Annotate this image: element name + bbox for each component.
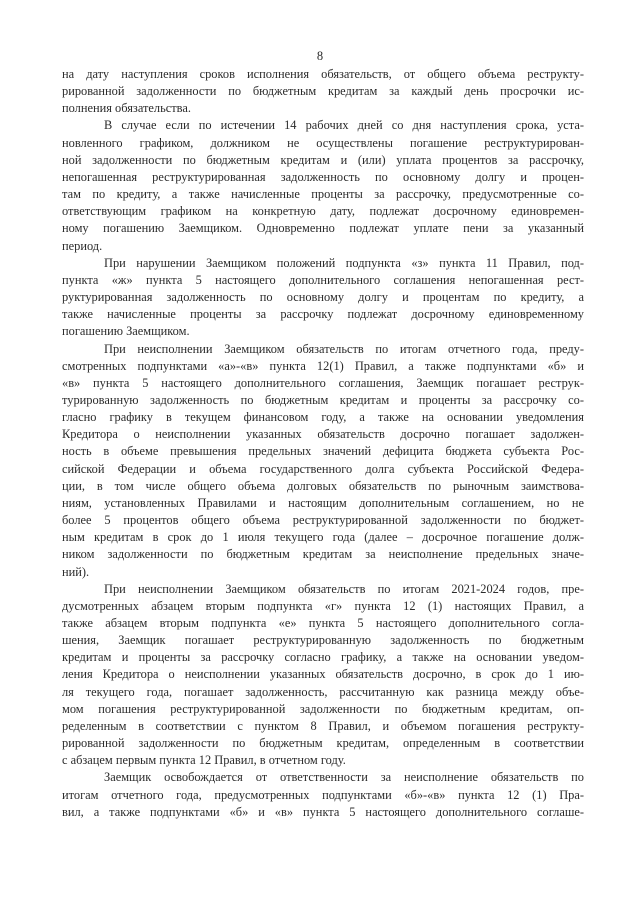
text-line: период. (62, 238, 103, 253)
text-line: погашению Заемщиком. (62, 324, 190, 339)
text-line: При нарушении Заемщиком положений подпункта «з» пункта 11 Правил, под- (104, 255, 584, 270)
text-line: пункта «ж» пункта 5 настоящего дополнительного соглашения непогашенная рест- (62, 272, 584, 287)
text-line: непогашенная реструктурированная задолженность по основному долгу и процен- (62, 169, 584, 184)
text-line: также начисленные проценты за рассрочку подлежат досрочному единовременному (62, 307, 584, 322)
text-line: При неисполнении Заемщиком обязательств по итогам отчетного года, преду- (104, 341, 584, 356)
text-line: с абзацем первым пункта 12 Правил, в отчетном году. (62, 753, 346, 768)
text-line: рированной задолженности по бюджетным кредитам, определенным в соответствии (62, 736, 584, 751)
text-line: Заемщик освобождается от ответственности за неисполнение обязательств по (104, 770, 584, 785)
text-line: ределенным в соответствии с пунктом 8 Правил, и объемом погашения реструкту- (62, 718, 584, 733)
text-line: смотренных подпунктами «а»-«в» пункта 12(1) Правил, а также подпунктами «б» и (62, 358, 584, 373)
text-line: ным кредитам в срок до 1 июля текущего года (далее – досрочное погашение долж- (62, 530, 584, 545)
page-number: 8 (316, 49, 324, 63)
text-line: более 5 процентов общего объема реструктурированной задолженности по бюджет- (62, 513, 584, 528)
text-line: ции, в том числе общего объема долговых обязательств по рыночным заимствова- (62, 478, 584, 493)
paragraph-5 (62, 581, 584, 770)
paragraph-4 (62, 341, 584, 581)
text-line: В случае если по истечении 14 рабочих дней со дня наступления срока, уста- (104, 118, 584, 133)
text-line: дусмотренных абзацем вторым подпункта «г» пункта 12 (1) настоящих Правил, а (62, 598, 584, 613)
document-body (62, 66, 584, 821)
text-line: шения, Заемщик погашает реструктурированную задолженность по бюджетным (62, 633, 584, 648)
text-line: итогам отчетного года, предусмотренных подпунктами «б»-«в» пункта 12 (1) Пра- (62, 787, 584, 802)
text-line: новленного графиком, должником не осуществлены погашение реструктурирован- (62, 135, 584, 150)
text-line: ответствующим графиком на конкретную дату, подлежат досрочному единовремен- (62, 204, 584, 219)
text-line: ления Кредитора о неисполнении указанных обязательств досрочно, в срок до 1 ию- (62, 667, 584, 682)
paragraph-6 (62, 769, 584, 820)
text-line: рированной задолженности по бюджетным кредитам за каждый день просрочки ис- (62, 84, 584, 99)
text-line: ником задолженности по бюджетным кредитам за неисполнение предельных значе- (62, 547, 584, 562)
text-line: вил, а также подпунктами «б» и «в» пункта 5 настоящего дополнительного соглаше- (62, 804, 584, 819)
text-line: гласно графику в текущем финансовом году, а также на основании уведомления (62, 410, 584, 425)
text-line: на дату наступления сроков исполнения обязательств, от общего объема реструкту- (62, 67, 584, 81)
text-line: ниям, установленных Правилами и настоящим дополнительным соглашением, но не (62, 495, 584, 510)
text-line: турированную задолженность по бюджетным кредитам и проценты за рассрочку со- (62, 392, 584, 407)
text-line: ной задолженности по бюджетным кредитам и (или) уплата процентов за рассрочку, (62, 152, 584, 167)
text-line: полнения обязательства. (62, 101, 191, 116)
text-line: Кредитора о неисполнении указанных обязательств досрочно погашает задолжен- (62, 427, 584, 442)
text-line: ность в объеме превышения предельных значений дефицита бюджета субъекта Рос- (62, 444, 584, 459)
text-line: также абзацем вторым подпункта «е» пункта 5 настоящего дополнительного согла- (62, 616, 584, 630)
text-line: При неисполнении Заемщиком обязательств по итогам 2021-2024 годов, пре- (104, 581, 584, 596)
text-line: там по кредиту, а также начисленные проценты за рассрочку, предусмотренные со- (62, 187, 584, 202)
text-line: ний). (62, 564, 90, 579)
text-line: сийской Федерации и объема государственного долга субъекта Российской Федера- (62, 461, 584, 476)
text-line: ному погашению Заемщиком. Одновременно подлежат уплате пени за указанный (62, 221, 584, 236)
text-line: кредитам и проценты за рассрочку согласно графику, а также на основании уведом- (62, 650, 584, 665)
text-line: «в» пункта 5 настоящего дополнительного соглашения, Заемщик погашает реструк- (62, 375, 584, 390)
text-line: руктурированная задолженность по основному долгу и процентам по кредиту, а (62, 290, 584, 305)
text-line: мом погашения реструктурированной задолженности по бюджетным кредитам, оп- (62, 701, 584, 716)
paragraph-1 (62, 66, 584, 117)
paragraph-2 (62, 117, 584, 254)
paragraph-3 (62, 255, 584, 341)
text-line: ля текущего года, погашает задолженность, рассчитанную как разница между объе- (62, 684, 584, 699)
